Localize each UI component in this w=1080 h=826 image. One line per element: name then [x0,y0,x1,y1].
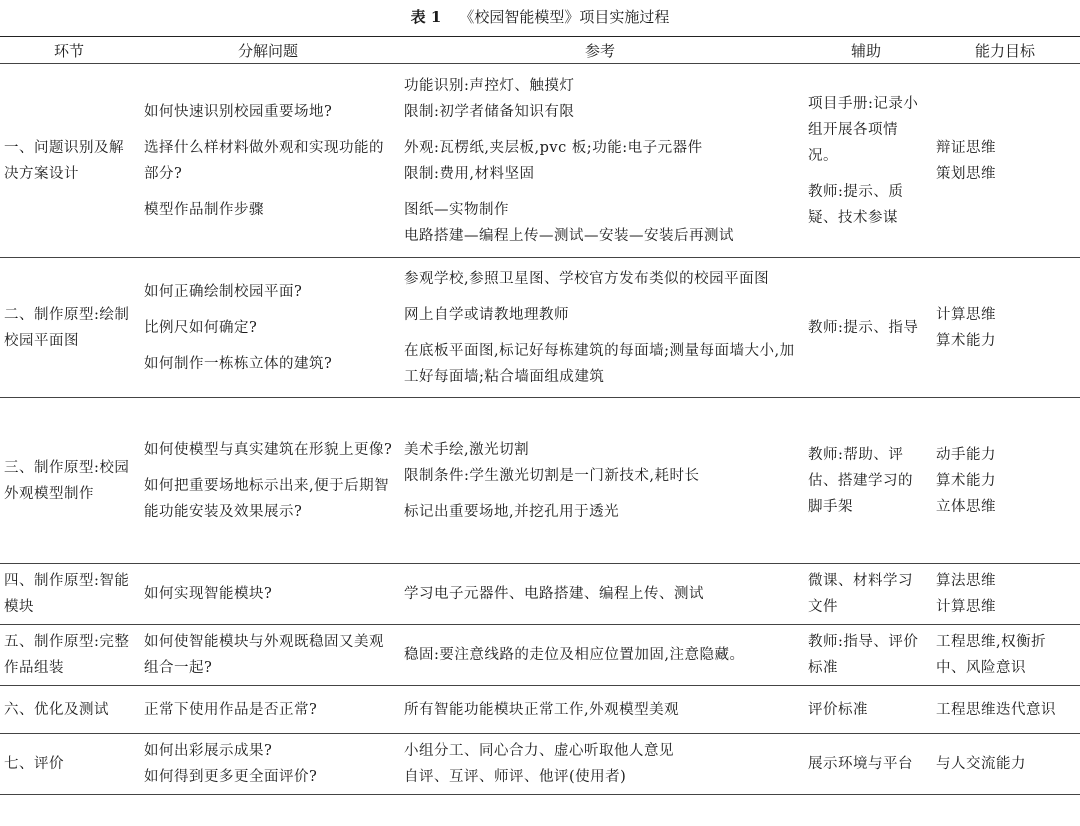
reference-item: 网上自学或请教地理教师 [404,306,569,323]
table-row [0,734,1080,795]
reference-item: 学习电子元器件、电路搭建、编程上传、测试 [404,586,704,602]
goals-cell [930,398,1080,564]
question-item: 如何使模型与真实建筑在形貌上更像? [144,441,393,458]
questions-cell [138,625,398,686]
goal-text: 与人交流能力 [936,756,1026,772]
stage-cell [0,564,138,625]
table-row [0,64,1080,258]
goals-cell [930,64,1080,258]
stage-label: 一、问题识别及解决方案设计 [4,139,124,182]
assist-item: 评价标准 [808,701,868,718]
table-body [0,64,1080,795]
goal-text: 工程思维迭代意识 [936,701,1056,718]
stage-cell [0,625,138,686]
goals-cell [930,734,1080,795]
assist-item: 项目手册:记录小组开展各项情况。 [808,95,919,164]
assist-item: 教师:提示、指导 [808,319,919,336]
questions-cell [138,734,398,795]
stage-label: 四、制作原型:智能模块 [4,573,130,615]
reference-item: 美术手绘,激光切割 限制条件:学生激光切割是一门新技术,耗时长 [404,441,700,484]
assist-cell [802,625,930,686]
question-item: 如何制作一栋栋立体的建筑? [144,355,333,372]
header-questions: 分解问题 [138,37,398,64]
reference-item: 小组分工、同心合力、虚心听取他人意见 自评、互评、师评、他评(使用者) [404,743,674,785]
header-reference: 参考 [398,37,802,64]
reference-item: 参观学校,参照卫星图、学校官方发布类似的校园平面图 [404,270,770,287]
reference-cell [398,734,802,795]
header-row [0,37,1080,64]
table-title: 《校园智能模型》项目实施过程 [459,8,670,26]
stage-label: 七、评价 [4,756,64,772]
question-item: 如何实现智能模块? [144,586,273,602]
goals-cell [930,564,1080,625]
question-item: 如何使智能模块与外观既稳固又美观组合一起? [144,634,384,676]
question-item: 比例尺如何确定? [144,319,258,336]
goal-text: 计算思维 算术能力 [936,306,996,349]
table-row [0,625,1080,686]
assist-cell [802,734,930,795]
goal-text: 动手能力 算术能力 立体思维 [936,446,996,515]
assist-item: 微课、材料学习文件 [808,573,913,615]
reference-item: 图纸—实物制作 电路搭建—编程上传—测试—安装—安装后再测试 [404,201,734,244]
process-table [0,36,1080,795]
goal-text: 辩证思维 策划思维 [936,139,996,182]
reference-cell [398,258,802,398]
question-item: 如何正确绘制校园平面? [144,283,303,300]
table-row [0,686,1080,734]
assist-cell [802,686,930,734]
stage-cell [0,734,138,795]
questions-cell [138,686,398,734]
reference-item: 所有智能功能模块正常工作,外观模型美观 [404,701,680,718]
questions-cell [138,64,398,258]
goal-text: 算法思维 计算思维 [936,573,996,615]
reference-item: 稳固:要注意线路的走位及相应位置加固,注意隐藏。 [404,647,745,663]
header-stage: 环节 [0,37,138,64]
assist-cell [802,64,930,258]
reference-cell [398,625,802,686]
question-item: 如何快速识别校园重要场地? [144,103,333,120]
reference-item: 外观:瓦楞纸,夹层板,pvc 板;功能:电子元器件 限制:费用,材料坚固 [404,139,703,182]
assist-item: 展示环境与平台 [808,756,913,772]
goals-cell [930,625,1080,686]
table-row [0,564,1080,625]
assist-item: 教师:指导、评价标准 [808,634,919,676]
reference-cell [398,398,802,564]
questions-cell [138,564,398,625]
table-row [0,398,1080,564]
stage-cell [0,686,138,734]
assist-cell [802,564,930,625]
reference-cell [398,686,802,734]
reference-cell [398,564,802,625]
stage-cell [0,398,138,564]
table-row [0,258,1080,398]
question-item: 如何出彩展示成果? 如何得到更多更全面评价? [144,743,318,785]
reference-cell [398,64,802,258]
question-item: 正常下使用作品是否正常? [144,701,318,718]
assist-cell [802,398,930,564]
questions-cell [138,258,398,398]
goals-cell [930,686,1080,734]
stage-label: 六、优化及测试 [4,701,109,718]
question-item: 模型作品制作步骤 [144,201,264,218]
reference-item: 标记出重要场地,并挖孔用于透光 [404,503,620,520]
stage-cell [0,64,138,258]
goal-text: 工程思维,权衡折中、风险意识 [936,634,1047,676]
goals-cell [930,258,1080,398]
stage-cell [0,258,138,398]
assist-cell [802,258,930,398]
question-item: 选择什么样材料做外观和实现功能的部分? [144,139,384,182]
header-goals: 能力目标 [930,37,1080,64]
questions-cell [138,398,398,564]
table-caption [0,4,1080,30]
assist-item: 教师:帮助、评估、搭建学习的脚手架 [808,446,913,515]
question-item: 如何把重要场地标示出来,便于后期智能功能安装及效果展示? [144,477,390,520]
stage-label: 五、制作原型:完整作品组装 [4,634,130,676]
table-number: 表 1 [410,8,442,26]
reference-item: 功能识别:声控灯、触摸灯 限制:初学者储备知识有限 [404,77,575,120]
stage-label: 二、制作原型:绘制校园平面图 [4,306,130,349]
header-assist: 辅助 [802,37,930,64]
stage-label: 三、制作原型:校园外观模型制作 [4,459,130,502]
assist-item: 教师:提示、质疑、技术参谋 [808,183,904,226]
reference-item: 在底板平面图,标记好每栋建筑的每面墙;测量每面墙大小,加工好每面墙;粘合墙面组成建筑 [404,342,795,385]
